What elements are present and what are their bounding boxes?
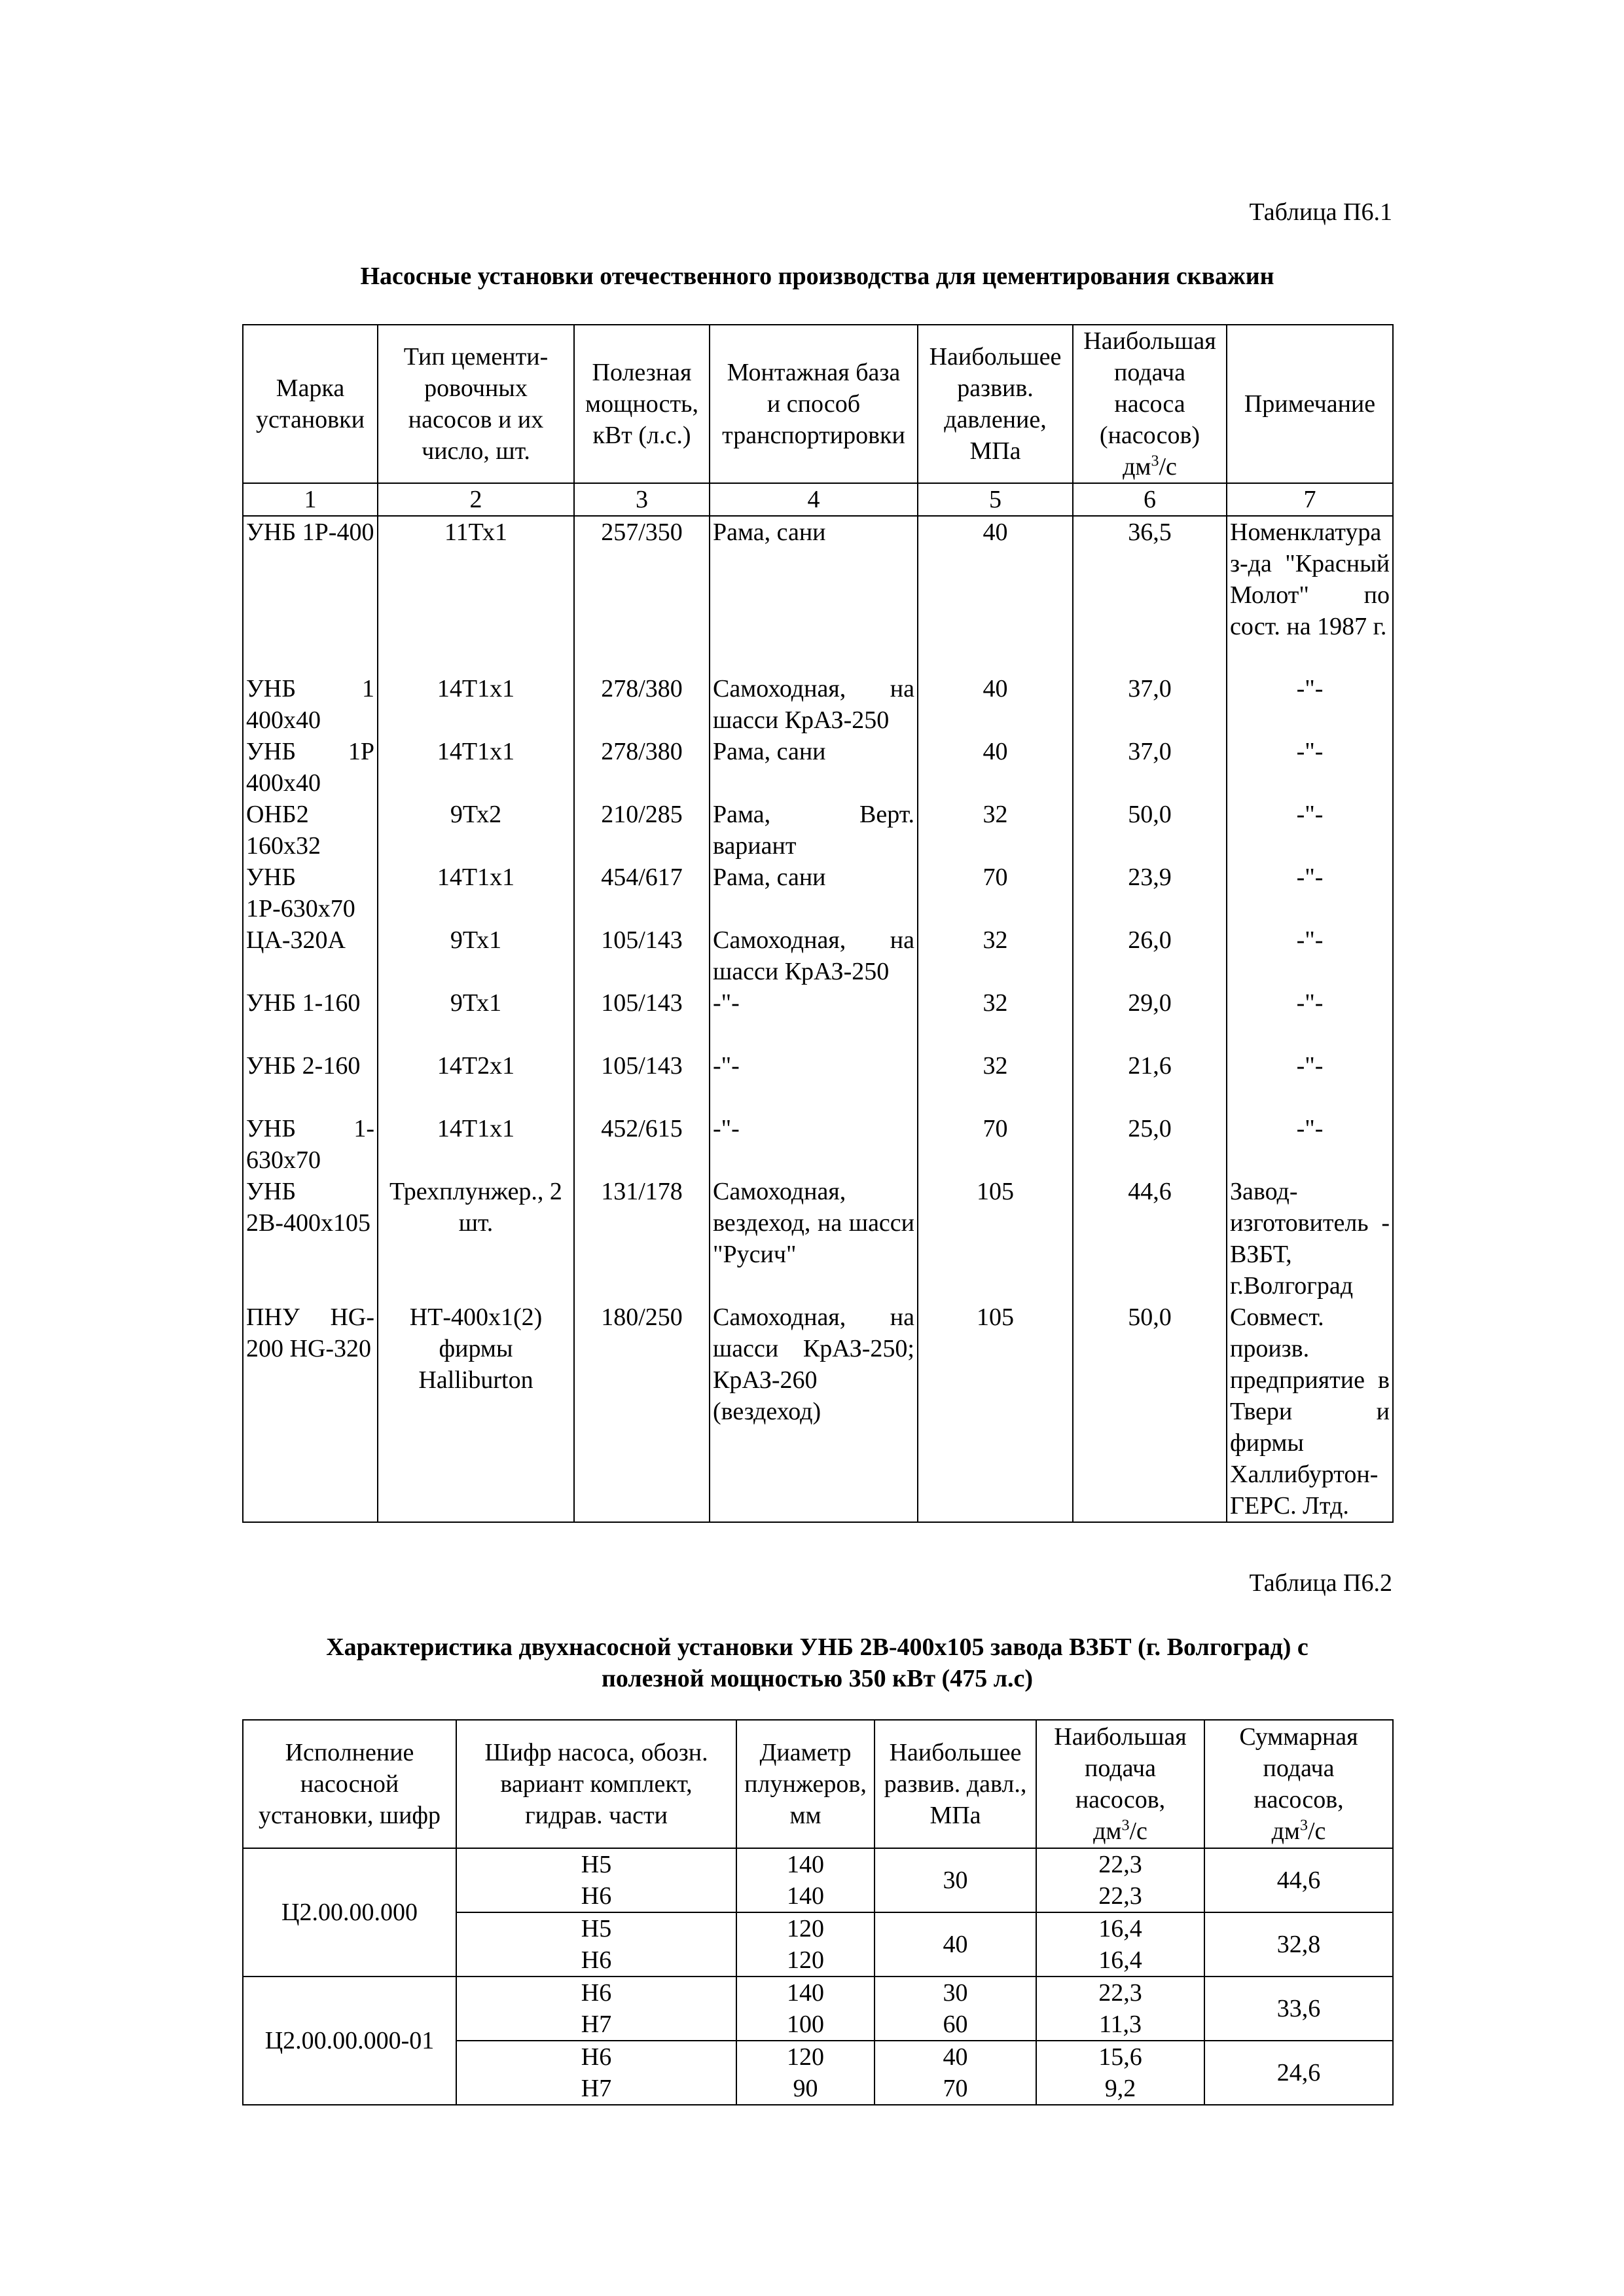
table2-header-row [243,1720,1393,1848]
header-note: Примечание [1227,325,1393,483]
col-number: 6 [1073,483,1227,516]
col-number: 3 [574,483,710,516]
table-cell-c3: 278/380 [574,673,710,736]
table-cell-c2: 14Т1х1 [378,736,574,799]
table-cell-c6: 50,0 [1073,799,1227,862]
table1 [242,324,1394,1523]
col-number: 5 [918,483,1073,516]
table-cell-c5: 32 [918,1050,1073,1113]
header-power: Полезная мощность, кВт (л.с.) [574,325,710,483]
table-cell-c6: 21,6 [1073,1050,1227,1113]
flow-cell: 16,4 16,4 [1036,1912,1204,1977]
table-row [243,736,1393,799]
table-cell-c3: 452/615 [574,1113,710,1176]
table-row [243,862,1393,924]
table-cell-c6: 26,0 [1073,924,1227,987]
table-cell-c7: -"- [1227,1113,1393,1176]
table-cell-c4: Самоходная, на шасси КрАЗ-250 [710,673,918,736]
plunger-diameter-cell: 140 100 [736,1977,875,2041]
table-cell-c6: 44,6 [1073,1176,1227,1302]
plunger-diameter-cell: 140 140 [736,1848,875,1912]
table-cell-c1: ЦА-320А [243,924,378,987]
col-number: 7 [1227,483,1393,516]
execution-code: Ц2.00.00.000-01 [243,1977,456,2105]
table-cell-c5: 32 [918,799,1073,862]
table-cell-c2: НТ-400х1(2) фирмы Halliburton [378,1302,574,1522]
table-cell-c1: УНБ 1Р-400 [243,516,378,673]
table-row [243,673,1393,736]
table-cell-c2: 11Тх1 [378,516,574,673]
table-cell-c6: 29,0 [1073,987,1227,1050]
table-cell-c1: УНБ 2-160 [243,1050,378,1113]
table2 [242,1719,1394,2105]
table-row [243,1050,1393,1113]
table-row [243,799,1393,862]
table-cell-c7: -"- [1227,987,1393,1050]
table-cell-c3: 105/143 [574,924,710,987]
table-cell-c4: Рама, Верт. вариант [710,799,918,862]
table-cell-c7: -"- [1227,924,1393,987]
col-number: 1 [243,483,378,516]
table-cell-c3: 105/143 [574,987,710,1050]
execution-code: Ц2.00.00.000 [243,1848,456,1977]
pump-code-cell: Н6 Н7 [456,1977,736,2041]
table-row [243,924,1393,987]
table-cell-c4: -"- [710,1113,918,1176]
header-max-pressure: Наибольшее развив. давл., МПа [875,1720,1036,1848]
table-cell-c5: 70 [918,862,1073,924]
table-cell-c4: Самоходная, на шасси КрАЗ-250 [710,924,918,987]
table-cell-c2: Трехплунжер., 2 шт. [378,1176,574,1302]
table-cell-c6: 36,5 [1073,516,1227,673]
table1-label: Таблица П6.1 [1249,198,1392,226]
table-cell-c7: Завод-изготовитель - ВЗБТ, г.Волгоград [1227,1176,1393,1302]
table-cell-c5: 32 [918,924,1073,987]
table-cell-c6: 37,0 [1073,673,1227,736]
table-cell-c4: Рама, сани [710,736,918,799]
table-cell-c7: -"- [1227,1050,1393,1113]
header-marka: Марка установки [243,325,378,483]
total-flow-cell: 33,6 [1204,1977,1393,2041]
table-cell-c1: УНБ 1Р-630х70 [243,862,378,924]
table2-title: Характеристика двухнасосной установки УНБ 2В-400х105 завода ВЗБТ (г. Волгоград) с полезной мощностью 350 кВт (475 л.с) [326,1633,1308,1692]
table-cell-c5: 40 [918,673,1073,736]
total-flow-cell: 32,8 [1204,1912,1393,1977]
header-max-flow: Наибольшая подача насоса (насосов) $дм^3/с$ [1073,325,1227,483]
flow-cell: 22,3 22,3 [1036,1848,1204,1912]
table-cell-c4: Рама, сани [710,862,918,924]
table-cell-c5: 40 [918,736,1073,799]
table-cell-c1: ПНУ HG-200 HG-320 [243,1302,378,1522]
table-cell-c6: 50,0 [1073,1302,1227,1522]
table-row [243,1302,1393,1522]
table-cell-c5: 32 [918,987,1073,1050]
table-row [243,1176,1393,1302]
pressure-cell: 40 70 [875,2041,1036,2105]
table-cell-c5: 40 [918,516,1073,673]
table-cell-c3: 257/350 [574,516,710,673]
header-pump-code: Шифр насоса, обозн. вариант комплект, гидрав. части [456,1720,736,1848]
plunger-diameter-cell: 120 120 [736,1912,875,1977]
table-cell-c6: 25,0 [1073,1113,1227,1176]
table-cell-c1: УНБ 1Р 400х40 [243,736,378,799]
table1-title: Насосные установки отечественного производства для цементирования скважин [360,263,1274,290]
header-max-pressure: Наибольшее развив. давление, МПа [918,325,1073,483]
pressure-cell: 30 [875,1848,1036,1912]
table-row [243,1113,1393,1176]
table-cell-c1: ОНБ2 160х32 [243,799,378,862]
header-plunger-diameter: Диаметр плунжеров, мм [736,1720,875,1848]
table-cell-c2: 9Тх1 [378,987,574,1050]
table-cell-c2: 9Тх2 [378,799,574,862]
table2-label: Таблица П6.2 [1249,1569,1392,1597]
header-max-flow: Наибольшая подача насосов, $дм^3/с$ [1036,1720,1204,1848]
table-cell-c2: 9Тх1 [378,924,574,987]
table-cell-c3: 454/617 [574,862,710,924]
table1-header-row [243,325,1393,483]
header-execution: Исполнение насосной установки, шифр [243,1720,456,1848]
table-cell-c5: 105 [918,1176,1073,1302]
table-cell-c4: -"- [710,987,918,1050]
table-cell-c2: 14Т1х1 [378,673,574,736]
table-cell-c4: Рама, сани [710,516,918,673]
table-cell-c1: УНБ 1-160 [243,987,378,1050]
table-row [243,516,1393,673]
col-number: 2 [378,483,574,516]
pressure-cell: 40 [875,1912,1036,1977]
table-cell-c5: 105 [918,1302,1073,1522]
table-cell-c3: 278/380 [574,736,710,799]
table-cell-c1: УНБ 2В-400х105 [243,1176,378,1302]
pressure-cell: 30 60 [875,1977,1036,2041]
table-cell-c3: 105/143 [574,1050,710,1113]
table-cell-c2: 14Т2х1 [378,1050,574,1113]
table-cell-c7: -"- [1227,673,1393,736]
table-cell-c7: Номенклатура з-да "Красный Молот" по сост. на 1987 г. [1227,516,1393,673]
col-number: 4 [710,483,918,516]
table-cell-c7: -"- [1227,862,1393,924]
header-pump-type: Тип цементи- ровочных насосов и их число, шт. [378,325,574,483]
pump-code-cell: Н6 Н7 [456,2041,736,2105]
table-cell-c3: 180/250 [574,1302,710,1522]
table-cell-c4: -"- [710,1050,918,1113]
header-mount-base: Монтажная база и способ транспортировки [710,325,918,483]
table-cell-c5: 70 [918,1113,1073,1176]
table-row [243,987,1393,1050]
table-cell-c1: УНБ 1-630х70 [243,1113,378,1176]
table-cell-c6: 23,9 [1073,862,1227,924]
table-cell-c7: Совмест. произв. предприятие в Твери и фирмы Халлибуртон-ГЕРС. Лтд. [1227,1302,1393,1522]
pump-code-cell: Н5 Н6 [456,1912,736,1977]
table-cell-c4: Самоходная, вездеход, на шасси "Русич" [710,1176,918,1302]
table-cell-c2: 14Т1х1 [378,862,574,924]
flow-cell: 15,6 9,2 [1036,2041,1204,2105]
header-total-flow: Суммарная подача насосов, $дм^3/с$ [1204,1720,1393,1848]
table-cell-c1: УНБ 1 400х40 [243,673,378,736]
table-cell-c3: 131/178 [574,1176,710,1302]
table-row [243,1848,1393,1912]
table-cell-c3: 210/285 [574,799,710,862]
total-flow-cell: 24,6 [1204,2041,1393,2105]
flow-cell: 22,3 11,3 [1036,1977,1204,2041]
table-cell-c7: -"- [1227,799,1393,862]
table-row [243,1977,1393,2041]
table-cell-c6: 37,0 [1073,736,1227,799]
plunger-diameter-cell: 120 90 [736,2041,875,2105]
table-cell-c2: 14Т1х1 [378,1113,574,1176]
total-flow-cell: 44,6 [1204,1848,1393,1912]
pump-code-cell: Н5 Н6 [456,1848,736,1912]
table-cell-c4: Самоходная, на шасси КрАЗ-250; КрАЗ-260 (вездеход) [710,1302,918,1522]
table-cell-c7: -"- [1227,736,1393,799]
table1-number-row [243,483,1393,516]
